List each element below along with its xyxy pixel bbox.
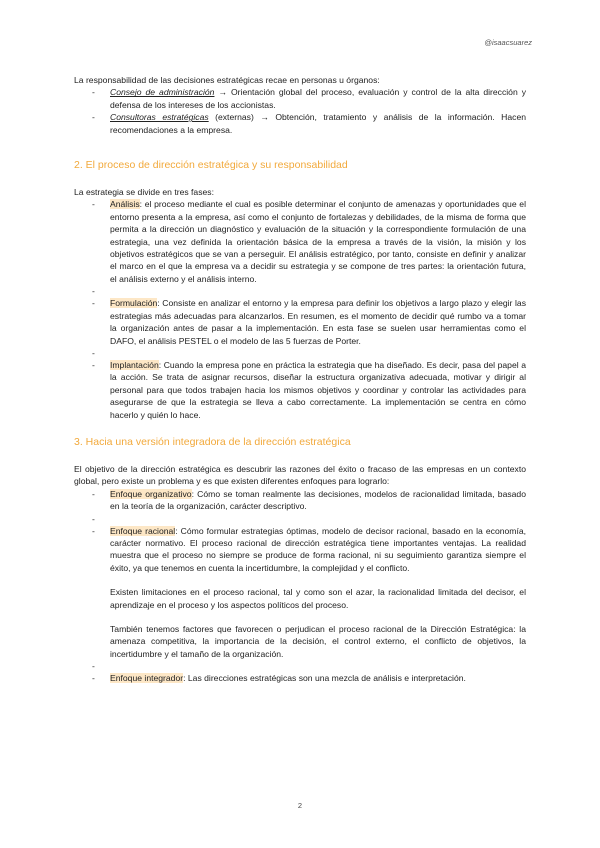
list-item (74, 672, 526, 684)
item-text: → Orientación global del proceso, evaluación y control de la alta dirección y defensa de los intereses de los accionistas. (110, 87, 526, 110)
spacer (74, 660, 526, 672)
intro-list (74, 86, 526, 136)
list-item (74, 86, 526, 111)
spacer (74, 513, 526, 525)
author-handle: @isaacsuarez (484, 38, 532, 47)
item-text: : Consiste en analizar el entorno y la empresa para definir los objetivos a largo plazo y elegir las estrategias más adecuadas para alcanzarlos. En resumen, es el momento de decidir qué rumbo va a tomar la organización antes de pasar a la implementación. En esta fase se suelen usar herramientas como el DAFO, el análisis PESTEL o el modelo de las 5 fuerzas de Porter. (110, 298, 526, 346)
item-text: : Cómo formular estrategias óptimas, modelo de decisor racional, basado en la economía, carácter normativo. El proceso racional de dirección estratégica tiene importantes ventajas. La realidad muestra que el proceso no siempre se produce de forma racional, ni su seguimiento garantiza siempre el éxito, ya que tenemos en cuenta la incertidumbre, la complejidad y el conflicto. (110, 525, 527, 573)
racional-limitations: Existen limitaciones en el proceso racional, tal y como son el azar, la racionalidad limitada del decisor, el aprendizaje en el proceso y los aspectos políticos del proceso. (110, 587, 526, 610)
page-number: 2 (297, 801, 303, 810)
list-item (74, 525, 526, 661)
page-content (74, 74, 526, 685)
item-text: : Las direcciones estratégicas son una mezcla de análisis e interpretación. (183, 673, 466, 684)
approaches-list (74, 488, 526, 685)
list-item (74, 111, 526, 136)
item-text: : el proceso mediante el cual es posible determinar el conjunto de amenazas y oportunidades que el entorno presenta a la empresa, así como el conjunto de fortalezas y debilidades, de la misma de forma que permita a la dirección un diagnóstico y evaluación de la situación y la correspondiente formulación de una estrategia, una vez definida la orientación básica de la empresa a través de la visión, la misión y los objetivos estratégicos que se van a perseguir. El análisis estratégico, por tanto, consiste en definir y analizar el marco en el que la empresa va a decidir su estrategia y se compone de tres partes: la orientación futura, el análisis externo y el análisis interno. (110, 199, 526, 284)
list-item (74, 359, 526, 421)
section-3-heading: 3. Hacia una versión integradora de la dirección estratégica (74, 435, 351, 448)
list-item (74, 297, 526, 347)
term-racional: Enfoque racional (110, 525, 176, 536)
spacer (74, 347, 526, 359)
term-integrador: Enfoque integrador (110, 673, 184, 684)
term-analisis: Análisis (110, 199, 140, 210)
item-text: (externas) → Obtención, tratamiento y análisis de la información. Hacen recomendaciones a la empresa. (110, 112, 526, 135)
intro-lead: La responsabilidad de las decisiones estratégicas recae en personas u órganos: (74, 75, 380, 85)
term-formulacion: Formulación (110, 298, 158, 309)
spacer (74, 285, 526, 297)
list-item (74, 488, 526, 513)
list-item (74, 198, 526, 285)
term-implantacion: Implantación (110, 359, 159, 370)
racional-factors: También tenemos factores que favorecen o perjudican el proceso racional de la Dirección Estratégica: la amenaza competitiva, la importancia de la decisión, el control externo, el conflicto de objetivos, la incertidumbre y el tamaño de la organización. (110, 624, 526, 659)
item-text: : Cuando la empresa pone en práctica la estrategia que ha diseñado. Es decir, pasa del papel a la acción. Se trata de asignar recursos, diseñar la estructura organizativa adecuada, motivar y dirigir al personal para que todos trabajen hacia los mismos objetivos y coordinar y controlar las actividades para asegurarse de que la estrategia se lleva a cabo correctamente. La implementación se centra en cómo hacerlo y quién lo hace. (110, 359, 526, 420)
term-consejo: Consejo de administración (110, 87, 215, 98)
item-text: : Cómo se toman realmente las decisiones, modelos de racionalidad limitada, basado en la teoría de la organización, carácter descriptivo. (110, 488, 526, 512)
term-organizativo: Enfoque organizativo (110, 488, 192, 499)
section-2-heading: 2. El proceso de dirección estratégica y su responsabilidad (74, 159, 348, 172)
term-consultoras: Consultoras estratégicas (110, 112, 209, 123)
phases-list (74, 198, 526, 421)
section-3-lead: El objetivo de la dirección estratégica es descubrir las razones del éxito o fracaso de las empresas en un contexto global, pero existe un problema y es que existen diferentes enfoques para lograrlo: (74, 463, 526, 487)
section-2-lead: La estrategia se divide en tres fases: (74, 187, 214, 198)
